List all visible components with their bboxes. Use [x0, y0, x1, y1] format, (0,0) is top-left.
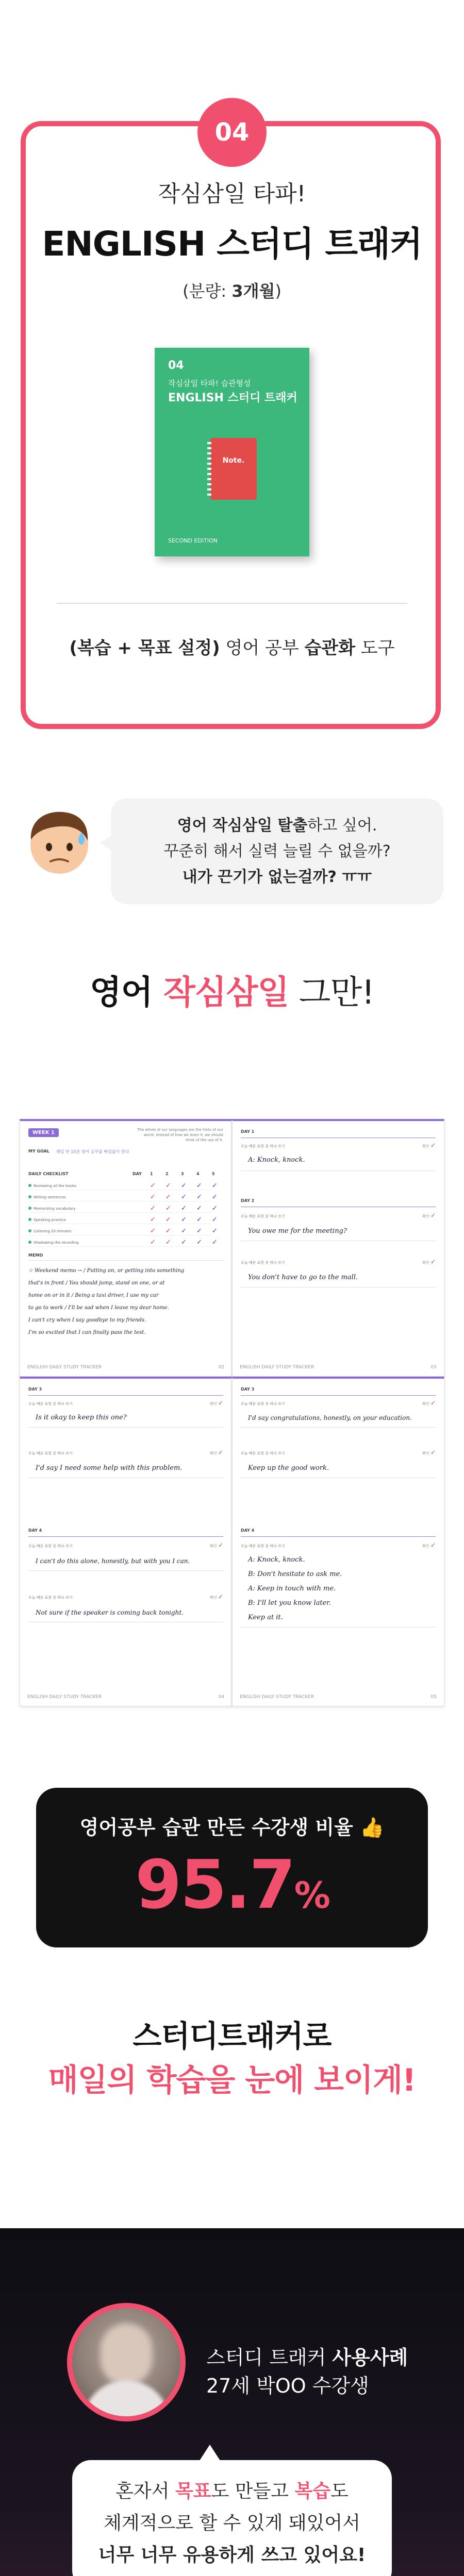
confirm-stamp [210, 1541, 223, 1549]
page-footer: ENGLISH DAILY STUDY TRACKER [27, 1694, 102, 1700]
check-mark-icon: ✓ [212, 1216, 218, 1224]
tracker-headline-1: 스터디트래커로 [132, 2019, 332, 2054]
check-mark-icon: ✓ [430, 1449, 436, 1456]
notebook-label: Note. [222, 456, 245, 465]
amount-prefix: (분량: [183, 281, 232, 301]
confirm-label: 확인 [422, 1402, 429, 1406]
checklist-row[interactable] [28, 1193, 218, 1201]
book-cover-image [155, 348, 309, 556]
check-mark-icon: ✓ [165, 1205, 171, 1212]
confirm-stamp [422, 1449, 436, 1456]
check-mark-icon: ✓ [430, 1258, 436, 1265]
handwritten-sentence: You don't have to go to the mall. [248, 1274, 358, 1281]
book-title-small: 작심삼일 타파! 습관형성 [168, 379, 251, 388]
day-number-2: 2 [165, 1172, 169, 1176]
testimonial-bubble [72, 2460, 392, 2576]
check-mark-icon: ✓ [196, 1193, 202, 1201]
checklist-row[interactable] [28, 1239, 218, 1247]
confirm-label: 확인 [210, 1451, 217, 1455]
product-description [0, 634, 464, 659]
check-mark-icon: ✓ [218, 1541, 223, 1549]
check-mark-icon: ✓ [212, 1193, 218, 1201]
amount-value: 3개월 [231, 281, 275, 301]
handwritten-sentence: B: Don't hesitate to ask me. [248, 1570, 342, 1578]
headline-part-2: 그만! [289, 974, 374, 1012]
confirm-label: 확인 [422, 1261, 429, 1265]
book-title-main: ENGLISH 스터디 트래커 [168, 392, 297, 404]
book-number: 04 [168, 359, 184, 372]
day-divider [241, 1536, 436, 1537]
amount-suffix: ) [275, 281, 281, 301]
stop-quitting-headline [0, 966, 464, 1013]
stat-unit: % [294, 1874, 329, 1917]
check-mark-icon: ✓ [181, 1216, 187, 1224]
confirm-stamp [210, 1399, 223, 1406]
week-label: WEEK 1 [28, 1128, 59, 1137]
testimonial-user: 27세 박OO 수강생 [206, 2375, 369, 2397]
concern-speech-bubble [111, 799, 443, 904]
stat-number: 95.7 [135, 1845, 294, 1924]
handwritten-sentence: Keep at it. [248, 1614, 283, 1621]
student-avatar-icon [21, 804, 98, 881]
desc-bold-2: 습관화 [304, 638, 355, 658]
line-divider [241, 1627, 436, 1628]
handwritten-sentence: I'd say I need some help with this problem. [36, 1464, 183, 1472]
confirm-label: 확인 [210, 1544, 217, 1548]
review-label: 오늘 배운 표현 중 하나 쓰기 [28, 1596, 73, 1600]
thumbs-up-icon: 👍 [360, 1816, 385, 1839]
bullet-icon [28, 1229, 31, 1232]
handwritten-sentence: Is it okay to keep this one? [36, 1414, 127, 1421]
check-mark-icon: ✓ [181, 1193, 187, 1201]
review-label: 오늘 배운 표현 중 하나 쓰기 [241, 1214, 285, 1218]
checklist-row[interactable] [28, 1182, 218, 1190]
check-mark-icon: ✓ [150, 1193, 156, 1201]
tracker-quote: The whole of our languages are the hints of our world. Instead of how we learn it, we should think of the use of it. [137, 1128, 223, 1142]
day-divider [241, 1395, 436, 1396]
check-mark-icon: ✓ [150, 1216, 156, 1224]
page-number: 05 [430, 1694, 437, 1700]
tracker-page-weekly [20, 1119, 232, 1377]
my-goal-label: MY GOAL [28, 1149, 49, 1154]
check-mark-icon: ✓ [430, 1142, 436, 1149]
check-mark-icon: ✓ [165, 1239, 171, 1246]
desc-bold-1: (복습 + 목표 설정) [69, 638, 220, 658]
page-footer: ENGLISH DAILY STUDY TRACKER [240, 1365, 314, 1370]
concern-line-3-bold: 내가 끈기가 없는걸까? ㅠㅠ [182, 868, 372, 886]
bullet-icon [28, 1241, 31, 1244]
quote-3-bold: 너무 너무 유용하게 쓰고 있어요! [98, 2545, 366, 2566]
review-label: 오늘 배운 표현 중 하나 쓰기 [241, 1451, 285, 1455]
checklist-label: Shadowing the recording [34, 1241, 79, 1245]
page-number: 03 [430, 1365, 437, 1370]
daily-checklist-label: DAILY CHECKLIST [28, 1172, 69, 1176]
handwritten-sentence: A: Keep in touch with me. [248, 1585, 336, 1592]
checklist-row[interactable] [28, 1227, 218, 1235]
day-label: DAY 2 [241, 1198, 255, 1203]
day-label: DAY 1 [241, 1129, 255, 1134]
review-label: 오늘 배운 표현 중 하나 쓰기 [241, 1544, 285, 1548]
day-label: DAY 4 [28, 1528, 42, 1533]
book-edition: SECOND EDITION [168, 537, 218, 544]
day-header: DAY [132, 1172, 142, 1176]
concern-line-3 [111, 865, 443, 890]
testimonial-heading-bold: 사용사례 [332, 2346, 408, 2369]
headline-part-1: 영어 [90, 974, 163, 1012]
day-number-1: 1 [150, 1172, 153, 1176]
memo-area[interactable] [28, 1260, 224, 1355]
review-label: 오늘 배운 표현 중 하나 쓰기 [28, 1402, 73, 1406]
check-mark-icon: ✓ [196, 1205, 202, 1212]
confirm-stamp [210, 1593, 223, 1600]
check-mark-icon: ✓ [165, 1182, 171, 1190]
bullet-icon [28, 1207, 31, 1210]
handwritten-sentence: Not sure if the speaker is coming back tonight. [36, 1609, 184, 1616]
review-label: 오늘 배운 표현 중 하나 쓰기 [241, 1144, 285, 1148]
page-number: 02 [218, 1365, 224, 1370]
checklist-label: Memorizing vocabulary [34, 1207, 76, 1211]
page-footer: ENGLISH DAILY STUDY TRACKER [27, 1365, 102, 1370]
quote-1a: 혼자서 [115, 2481, 175, 2502]
memo-line: to go to work / I'll be sad when I leave my dear home. [28, 1305, 169, 1311]
handwritten-sentence: A: Knock, knock. [248, 1156, 305, 1164]
review-label: 오늘 배운 표현 중 하나 쓰기 [241, 1402, 285, 1406]
check-mark-icon: ✓ [218, 1449, 223, 1456]
handwritten-sentence: You owe me for the meeting? [248, 1227, 347, 1235]
stat-value [36, 1845, 428, 1924]
bullet-icon [28, 1184, 31, 1187]
check-mark-icon: ✓ [212, 1182, 218, 1190]
photo-face-blurred [101, 2324, 152, 2385]
quote-1d: 복습 [294, 2481, 331, 2502]
line-divider [241, 1427, 436, 1428]
student-photo [67, 2303, 186, 2421]
product-title: ENGLISH 스터디 트래커 [42, 224, 422, 264]
check-mark-icon: ✓ [181, 1239, 187, 1246]
memo-line: home on or in it / Being a taxi driver, I use my car [28, 1293, 159, 1298]
day-label: DAY 4 [241, 1528, 255, 1533]
desc-text-1: 영어 공부 [220, 638, 305, 658]
check-mark-icon: ✓ [181, 1227, 187, 1235]
confirm-label: 확인 [210, 1596, 217, 1600]
tracker-headline-2: 매일의 학습을 눈에 보이게! [48, 2062, 416, 2098]
check-mark-icon: ✓ [212, 1205, 218, 1212]
product-subtitle: 작심삼일 타파! [158, 181, 306, 207]
page-number: 04 [218, 1694, 224, 1700]
check-mark-icon: ✓ [212, 1227, 218, 1235]
check-mark-icon: ✓ [150, 1239, 156, 1246]
day-label: DAY 3 [241, 1387, 255, 1392]
handwritten-sentence: B: I'll let you know later. [248, 1599, 332, 1607]
checklist-label: Writing sentences [34, 1195, 66, 1199]
handwritten-sentence: A: Knock, knock. [248, 1556, 305, 1564]
handwritten-sentence: I'd say congratulations, honestly, on your education. [248, 1414, 412, 1421]
check-mark-icon: ✓ [218, 1399, 223, 1406]
day-label: DAY 3 [28, 1387, 42, 1392]
day-number-5: 5 [212, 1172, 215, 1176]
check-mark-icon: ✓ [165, 1227, 171, 1235]
check-mark-icon: ✓ [196, 1239, 202, 1246]
review-label: 오늘 배운 표현 중 하나 쓰기 [28, 1544, 73, 1548]
check-mark-icon: ✓ [430, 1541, 436, 1549]
memo-line: I can't cry when I say goodbye to my friends. [28, 1317, 146, 1323]
checklist-row[interactable] [28, 1216, 218, 1224]
check-mark-icon: ✓ [181, 1182, 187, 1190]
concern-line-2: 꾸준히 해서 실력 늘릴 수 없을까? [163, 842, 391, 860]
tracker-page-daily-2 [20, 1377, 232, 1706]
check-mark-icon: ✓ [181, 1205, 187, 1212]
testimonial-heading [206, 2342, 408, 2370]
desc-text-2: 도구 [355, 638, 395, 658]
checklist-label: Listening 20 minutes [34, 1229, 72, 1233]
day-number-4: 4 [196, 1172, 200, 1176]
quote-1b: 목표 [175, 2481, 211, 2502]
quote-1c: 도 만들고 [211, 2481, 295, 2502]
habit-stat-card [36, 1788, 428, 1947]
my-goal-text: 매일 단 15분 영어 공부를 빠짐없이 한다 [56, 1149, 129, 1154]
concern-line-1 [111, 813, 443, 839]
confirm-label: 확인 [422, 1144, 429, 1148]
checklist-label: Reviewing all the books [34, 1184, 76, 1188]
notebook-icon [210, 438, 257, 500]
confirm-stamp [422, 1541, 436, 1549]
product-section [0, 0, 464, 773]
headline-highlight: 작심삼일 [163, 974, 289, 1012]
check-mark-icon: ✓ [218, 1593, 223, 1600]
handwritten-sentence: I can't do this alone, honestly, but with you I can. [36, 1557, 190, 1565]
day-number-3: 3 [181, 1172, 184, 1176]
check-mark-icon: ✓ [150, 1205, 156, 1212]
tracker-page-daily-1 [232, 1119, 444, 1377]
bullet-icon [28, 1218, 31, 1221]
memo-line: ☆ Weekend memo → / Putting on, or getting into something [28, 1268, 185, 1274]
confirm-stamp [422, 1142, 436, 1149]
check-mark-icon: ✓ [165, 1216, 171, 1224]
confirm-stamp [422, 1399, 436, 1406]
testimonial-quote-3 [72, 2539, 392, 2571]
check-mark-icon: ✓ [196, 1182, 202, 1190]
day-divider [28, 1536, 223, 1537]
confirm-label: 확인 [422, 1451, 429, 1455]
concern-line-1-bold: 영어 작심삼일 탈출 [177, 817, 308, 835]
testimonial-heading-text: 스터디 트래커 [206, 2346, 333, 2369]
check-mark-icon: ✓ [212, 1239, 218, 1246]
page-footer: ENGLISH DAILY STUDY TRACKER [240, 1694, 314, 1700]
line-divider [28, 1570, 223, 1571]
quote-1e: 도 [330, 2481, 349, 2502]
confirm-stamp [210, 1449, 223, 1456]
confirm-label: 확인 [422, 1544, 429, 1548]
line-divider [28, 1427, 223, 1428]
check-mark-icon: ✓ [165, 1193, 171, 1201]
stat-label [36, 1811, 428, 1840]
memo-line: I'm so excited that I can finally pass the test. [28, 1330, 146, 1335]
check-mark-icon: ✓ [196, 1216, 202, 1224]
check-mark-icon: ✓ [430, 1399, 436, 1406]
tracker-page-daily-3 [232, 1377, 444, 1706]
day-divider [28, 1395, 223, 1396]
product-amount [0, 278, 464, 302]
testimonial-quote-2: 체계적으로 할 수 있게 돼있어서 [104, 2513, 360, 2534]
confirm-stamp [422, 1258, 436, 1265]
memo-line: that's in front / You should jump, stand on one, or at [28, 1280, 165, 1286]
confirm-stamp [422, 1212, 436, 1219]
check-mark-icon: ✓ [196, 1227, 202, 1235]
handwritten-sentence: Keep up the good work. [248, 1464, 329, 1472]
testimonial-quote-1 [72, 2476, 392, 2507]
check-mark-icon: ✓ [150, 1227, 156, 1235]
confirm-label: 확인 [422, 1214, 429, 1218]
review-label: 오늘 배운 표현 중 하나 쓰기 [241, 1261, 285, 1265]
number-badge: 04 [197, 98, 267, 167]
checklist-row[interactable] [28, 1205, 218, 1213]
review-label: 오늘 배운 표현 중 하나 쓰기 [28, 1451, 73, 1455]
confirm-label: 확인 [210, 1402, 217, 1406]
card-divider [57, 603, 407, 604]
stat-label-text: 영어공부 습관 만든 수강생 비율 [79, 1816, 353, 1839]
check-mark-icon: ✓ [430, 1212, 436, 1219]
memo-label: MEMO [28, 1253, 43, 1258]
checklist-label: Speaking practice [34, 1218, 66, 1222]
check-mark-icon: ✓ [150, 1182, 156, 1190]
photo-body-blurred [82, 2380, 170, 2421]
concern-line-1-text: 하고 싶어. [307, 817, 377, 835]
bullet-icon [28, 1195, 31, 1198]
